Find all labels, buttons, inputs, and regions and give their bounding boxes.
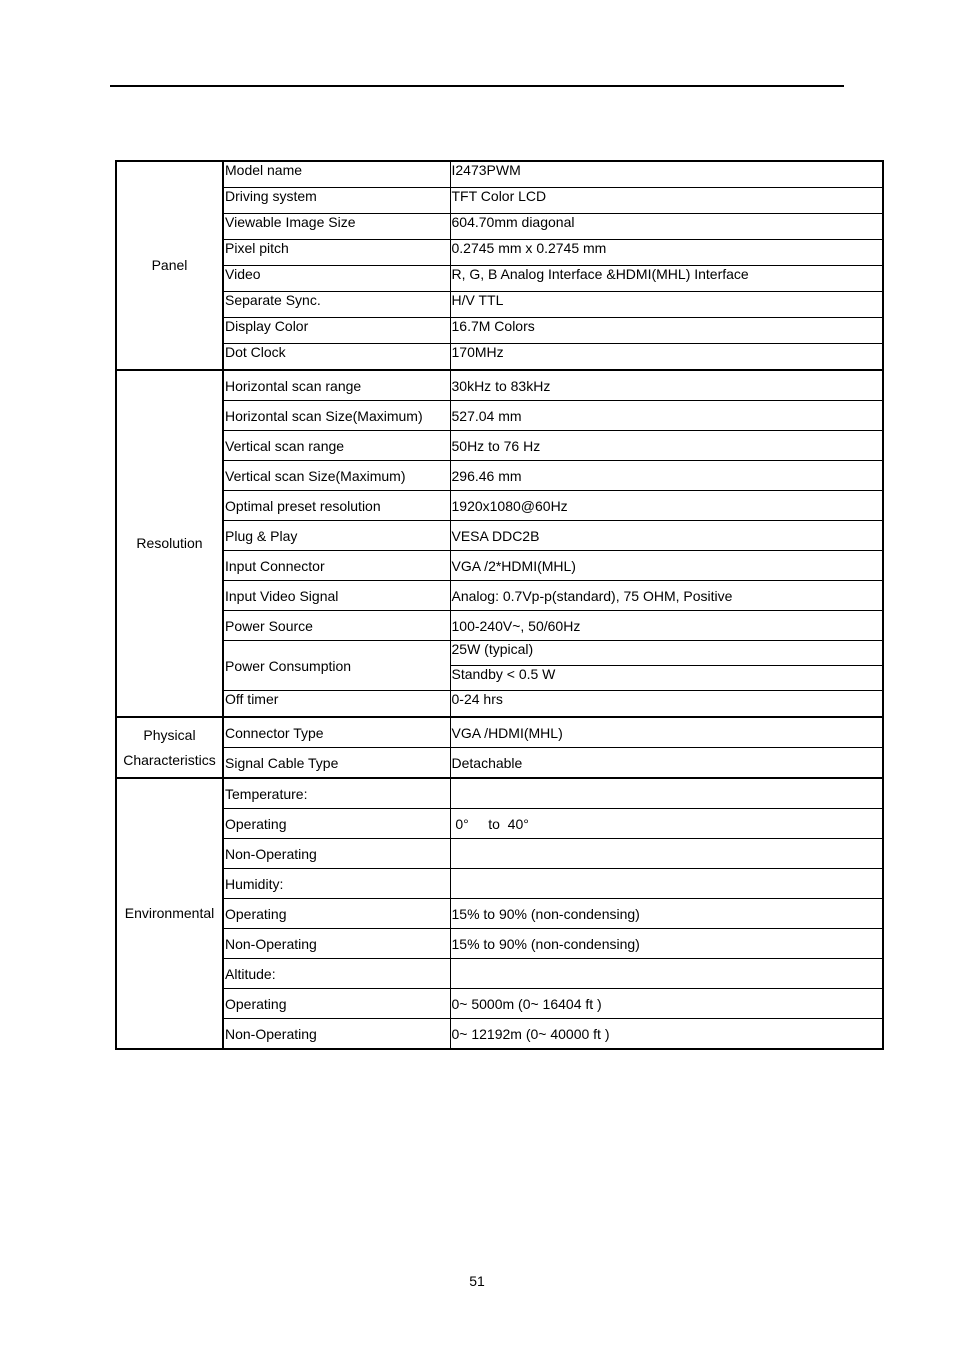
spec-value: 30kHz to 83kHz <box>450 370 883 401</box>
table-row <box>116 188 883 214</box>
category-line: Physical <box>143 726 196 743</box>
spec-value: 604.70mm diagonal <box>450 214 883 240</box>
table-row <box>116 641 883 666</box>
spec-label: Pixel pitch <box>223 240 450 266</box>
spec-value: 0° to 40° <box>450 809 883 839</box>
spec-label: Humidity: <box>223 869 450 899</box>
table-row <box>116 521 883 551</box>
table-row <box>116 778 883 809</box>
table-row <box>116 869 883 899</box>
spec-label: Altitude: <box>223 959 450 989</box>
spec-label: Input Connector <box>223 551 450 581</box>
spec-label: Non-Operating <box>223 839 450 869</box>
spec-value: 0~ 5000m (0~ 16404 ft ) <box>450 989 883 1019</box>
category-resolution: Resolution <box>116 370 223 717</box>
specifications-table <box>115 160 884 1050</box>
table-row <box>116 401 883 431</box>
spec-label: Power Consumption <box>223 641 450 691</box>
spec-label: Off timer <box>223 691 450 718</box>
spec-label: Dot Clock <box>223 344 450 371</box>
spec-value: 100-240V~, 50/60Hz <box>450 611 883 641</box>
spec-value <box>450 839 883 869</box>
table-row <box>116 461 883 491</box>
spec-label: Video <box>223 266 450 292</box>
spec-label: Separate Sync. <box>223 292 450 318</box>
table-row <box>116 809 883 839</box>
spec-value: TFT Color LCD <box>450 188 883 214</box>
spec-value: 15% to 90% (non-condensing) <box>450 929 883 959</box>
table-row <box>116 161 883 188</box>
spec-value: 25W (typical) <box>450 641 883 666</box>
table-row <box>116 691 883 718</box>
spec-value: Standby < 0.5 W <box>450 666 883 691</box>
spec-label: Input Video Signal <box>223 581 450 611</box>
spec-value: Analog: 0.7Vp-p(standard), 75 OHM, Positive <box>450 581 883 611</box>
table-row <box>116 611 883 641</box>
spec-label: Horizontal scan range <box>223 370 450 401</box>
header-rule <box>110 85 844 87</box>
spec-label: Operating <box>223 989 450 1019</box>
table-row <box>116 214 883 240</box>
table-row <box>116 292 883 318</box>
spec-value: H/V TTL <box>450 292 883 318</box>
table-row <box>116 581 883 611</box>
spec-label: Viewable Image Size <box>223 214 450 240</box>
table-row <box>116 266 883 292</box>
table-row <box>116 959 883 989</box>
spec-label: Non-Operating <box>223 929 450 959</box>
table-row <box>116 929 883 959</box>
table-row <box>116 551 883 581</box>
table-row <box>116 717 883 748</box>
spec-value: VGA /HDMI(MHL) <box>450 717 883 748</box>
spec-value: 1920x1080@60Hz <box>450 491 883 521</box>
table-row <box>116 491 883 521</box>
spec-value: R, G, B Analog Interface &HDMI(MHL) Interface <box>450 266 883 292</box>
spec-label: Operating <box>223 809 450 839</box>
category-environmental: Environmental <box>116 778 223 1049</box>
table-row <box>116 839 883 869</box>
spec-value: 0-24 hrs <box>450 691 883 718</box>
table-row <box>116 748 883 779</box>
spec-label: Display Color <box>223 318 450 344</box>
spec-value: VESA DDC2B <box>450 521 883 551</box>
spec-label: Temperature: <box>223 778 450 809</box>
spec-value: Detachable <box>450 748 883 779</box>
spec-value: I2473PWM <box>450 161 883 188</box>
spec-label: Horizontal scan Size(Maximum) <box>223 401 450 431</box>
table-row <box>116 1019 883 1050</box>
table-row <box>116 370 883 401</box>
table-row <box>116 240 883 266</box>
page-number: 51 <box>469 1273 485 1289</box>
spec-value: VGA /2*HDMI(MHL) <box>450 551 883 581</box>
spec-label: Driving system <box>223 188 450 214</box>
spec-value: 0~ 12192m (0~ 40000 ft ) <box>450 1019 883 1050</box>
spec-value: 0.2745 mm x 0.2745 mm <box>450 240 883 266</box>
spec-value: 170MHz <box>450 344 883 371</box>
spec-value <box>450 869 883 899</box>
table-row <box>116 318 883 344</box>
spec-label: Signal Cable Type <box>223 748 450 779</box>
category-panel: Panel <box>116 161 223 370</box>
spec-label: Model name <box>223 161 450 188</box>
spec-label: Connector Type <box>223 717 450 748</box>
spec-value <box>450 778 883 809</box>
table-row <box>116 431 883 461</box>
table-row <box>116 989 883 1019</box>
spec-label: Non-Operating <box>223 1019 450 1050</box>
spec-label: Plug & Play <box>223 521 450 551</box>
category-line: Characteristics <box>123 751 216 768</box>
table-row <box>116 899 883 929</box>
spec-label: Vertical scan range <box>223 431 450 461</box>
category-physical-characteristics <box>116 717 223 778</box>
spec-value: 296.46 mm <box>450 461 883 491</box>
table-row <box>116 344 883 371</box>
spec-label: Optimal preset resolution <box>223 491 450 521</box>
spec-value: 527.04 mm <box>450 401 883 431</box>
spec-value: 16.7M Colors <box>450 318 883 344</box>
spec-label: Power Source <box>223 611 450 641</box>
spec-label: Vertical scan Size(Maximum) <box>223 461 450 491</box>
spec-value: 15% to 90% (non-condensing) <box>450 899 883 929</box>
spec-label: Operating <box>223 899 450 929</box>
spec-value <box>450 959 883 989</box>
spec-value: 50Hz to 76 Hz <box>450 431 883 461</box>
